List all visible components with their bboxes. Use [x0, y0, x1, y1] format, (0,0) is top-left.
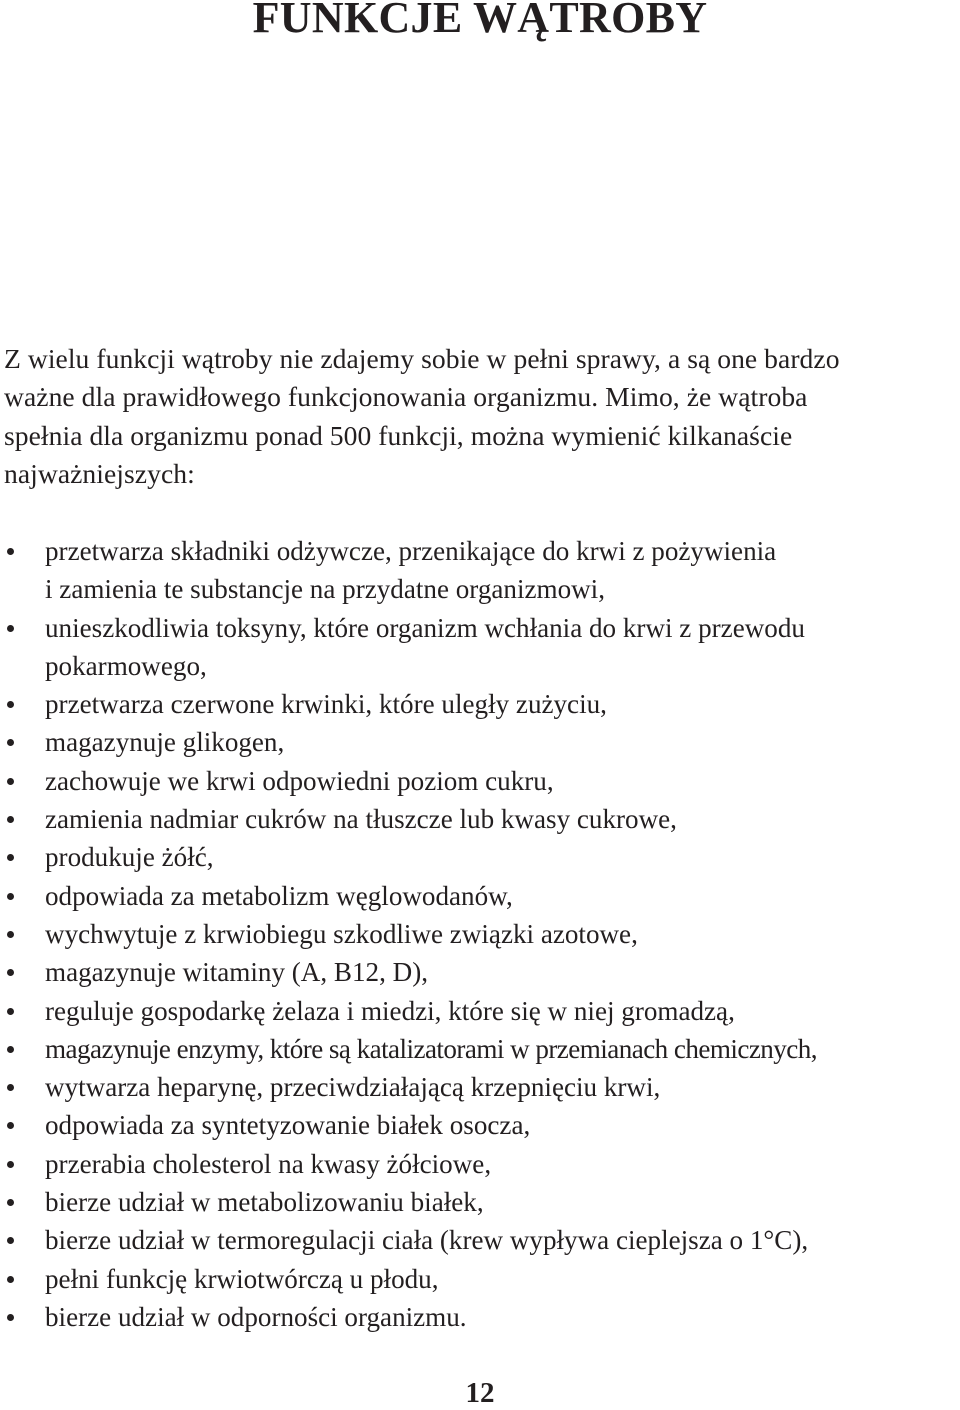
list-item-text: bierze udział w metabolizowaniu białek, [45, 1187, 484, 1218]
list-item [0, 609, 960, 686]
list-item-text: zamienia nadmiar cukrów na tłuszcze lub kwasy cukrowe, [45, 804, 677, 835]
bullet-icon [7, 1084, 14, 1091]
bullet-icon [7, 1199, 14, 1206]
list-item [0, 1221, 960, 1259]
bullet-icon [7, 739, 14, 746]
bullet-icon [7, 701, 14, 708]
list-item-text: wytwarza heparynę, przeciwdziałającą krzepnięciu krwi, [45, 1072, 661, 1103]
list-item [0, 685, 960, 723]
list-item-text: pełni funkcję krwiotwórczą u płodu, [45, 1263, 439, 1294]
list-item [0, 992, 960, 1030]
bullet-icon [7, 893, 14, 900]
list-item [0, 1145, 960, 1183]
list-item [0, 1106, 960, 1144]
list-item [0, 1183, 960, 1221]
list-item [0, 1260, 960, 1298]
liver-functions-list [0, 532, 960, 1336]
list-item-text: odpowiada za metabolizm węglowodanów, [45, 880, 513, 911]
list-item [0, 723, 960, 761]
list-item-text: bierze udział w odporności organizmu. [45, 1301, 467, 1332]
bullet-icon [7, 1161, 14, 1168]
bullet-icon [7, 1008, 14, 1015]
list-item [0, 762, 960, 800]
list-item-text: przetwarza składniki odżywcze, przenikające do krwi z pożywienia i zamienia te substancje na przydatne organizmowi, [45, 536, 777, 605]
bullet-icon [7, 1276, 14, 1283]
list-item-text: unieszkodliwia toksyny, które organizm wchłania do krwi z przewodu pokarmowego, [45, 612, 805, 681]
intro-paragraph: Z wielu funkcji wątroby nie zdajemy sobie w pełni sprawy, a są one bardzo ważne dla prawidłowego funkcjonowania organizmu. Mimo, że wątroba spełnia dla organizmu ponad 500 funkcji, można wymienić kilkanaście najważniejszych: [4, 343, 840, 489]
list-item-text: zachowuje we krwi odpowiedni poziom cukru, [45, 765, 554, 796]
bullet-icon [7, 1122, 14, 1129]
page-number: 12 [465, 1377, 495, 1409]
list-item-text: bierze udział w termoregulacji ciała (krew wypływa cieplejsza o 1°C), [45, 1225, 809, 1256]
list-item-text: przetwarza czerwone krwinki, które uległy zużyciu, [45, 689, 607, 720]
list-item-text: magazynuje enzymy, które są katalizatorami w przemianach chemicznych, [45, 1033, 817, 1064]
list-item [0, 1298, 960, 1336]
list-item [0, 915, 960, 953]
list-item-text: magazynuje witaminy (A, B12, D), [45, 957, 428, 988]
list-item [0, 838, 960, 876]
bullet-icon [7, 816, 14, 823]
bullet-icon [7, 1237, 14, 1244]
list-item [0, 800, 960, 838]
bullet-icon [7, 1314, 14, 1321]
list-item [0, 532, 960, 609]
list-item-text: reguluje gospodarkę żelaza i miedzi, które się w niej gromadzą, [45, 995, 735, 1026]
list-item-text: wychwytuje z krwiobiegu szkodliwe związki azotowe, [45, 918, 638, 949]
bullet-icon [7, 969, 14, 976]
bullet-icon [7, 931, 14, 938]
bullet-icon [7, 1046, 14, 1053]
list-item [0, 877, 960, 915]
bullet-icon [7, 778, 14, 785]
bullet-icon [7, 548, 14, 555]
list-item-text: produkuje żółć, [45, 842, 214, 873]
list-item-text: magazynuje glikogen, [45, 727, 285, 758]
list-item [0, 1068, 960, 1106]
bullet-icon [7, 625, 14, 632]
bullet-icon [7, 854, 14, 861]
list-item [0, 1030, 960, 1068]
list-item-text: odpowiada za syntetyzowanie białek osocza, [45, 1110, 531, 1141]
list-item-text: przerabia cholesterol na kwasy żółciowe, [45, 1148, 492, 1179]
list-item [0, 953, 960, 991]
page-title: FUNKCJE WĄTROBY [252, 0, 708, 42]
